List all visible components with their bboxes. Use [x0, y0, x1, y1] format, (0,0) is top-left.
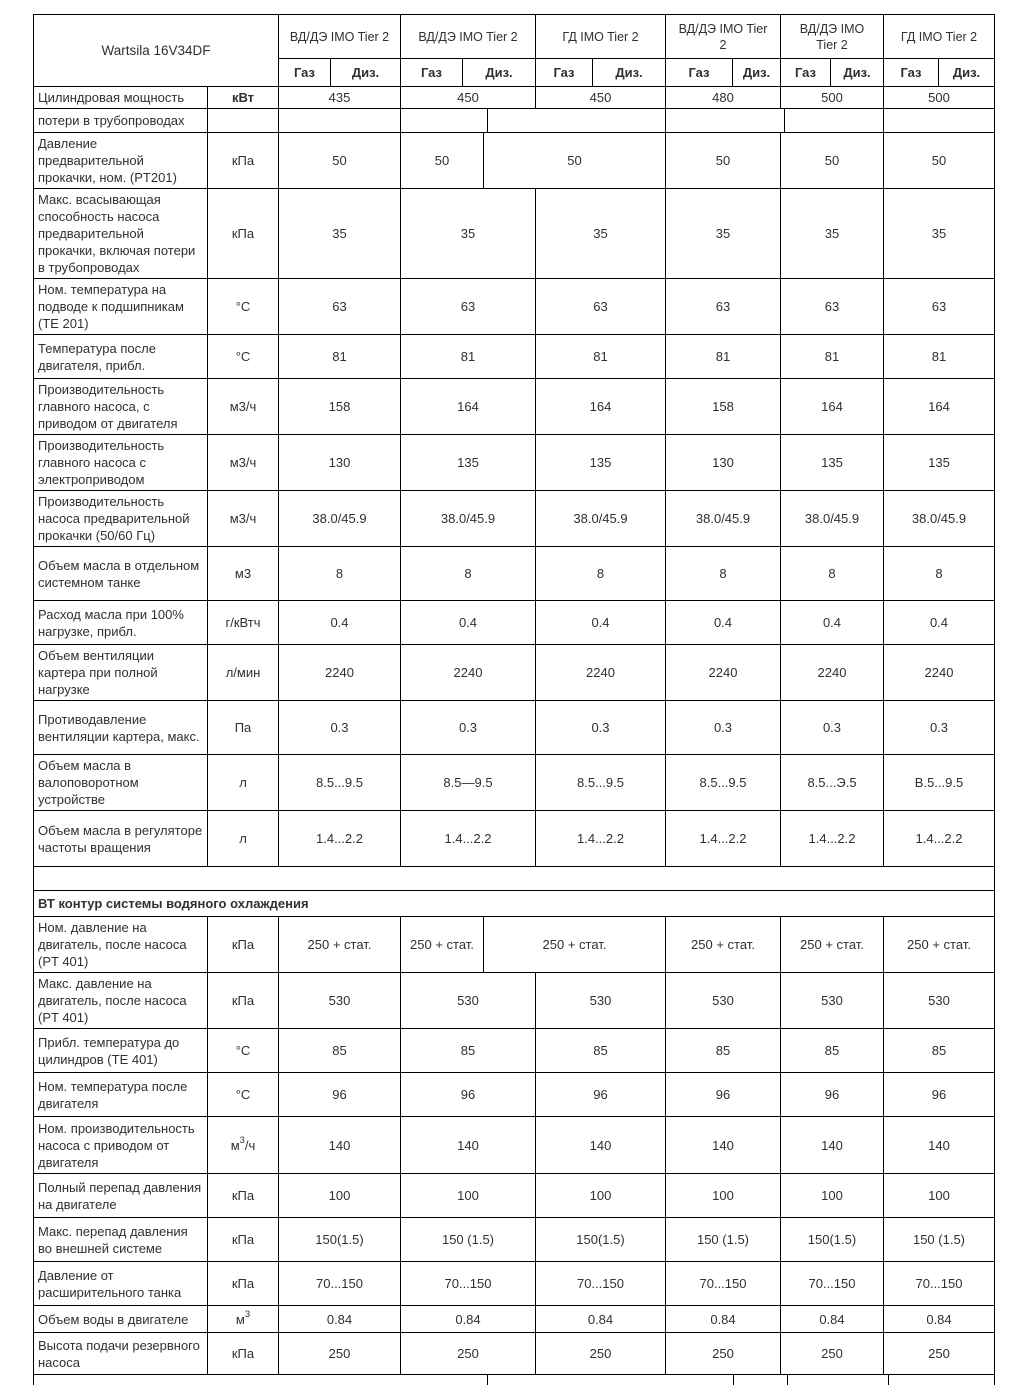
value-cell: 250 + стат.	[401, 917, 484, 973]
value-cell: 63	[666, 279, 781, 335]
spec-row	[34, 279, 994, 335]
row-label: Производительность главного насоса, с приводом от двигателя	[34, 379, 208, 435]
value-cell	[666, 109, 785, 133]
value-cell: 0.84	[884, 1306, 994, 1333]
value-cell: 100	[781, 1174, 884, 1218]
value-cell: 100	[884, 1174, 994, 1218]
spec-row	[34, 1174, 994, 1218]
value-cell: 0.84	[279, 1306, 401, 1333]
value-cell: 100	[666, 1174, 781, 1218]
fuel-type-header: Диз.	[331, 59, 401, 87]
spec-row	[34, 1262, 994, 1306]
spec-row	[34, 1073, 994, 1117]
value-cell: 250 + стат.	[484, 917, 666, 973]
row-unit: кПа	[208, 1262, 279, 1306]
row-unit: м3/ч	[208, 379, 279, 435]
value-cell: 35	[536, 189, 666, 279]
value-cell: 70...150	[279, 1262, 401, 1306]
corner-title: Wartsila 16V34DF	[34, 15, 279, 87]
value-cell: 35	[666, 189, 781, 279]
row-label: Полный перепад давления на двигателе	[34, 1174, 208, 1218]
value-cell: 81	[401, 335, 536, 379]
partial-cell	[734, 1375, 788, 1385]
spec-row	[34, 973, 994, 1029]
row-unit: кПа	[208, 973, 279, 1029]
fuel-type-header: Диз.	[939, 59, 994, 87]
value-cell: 164	[781, 379, 884, 435]
spec-row	[34, 1117, 994, 1174]
value-cell: 50	[666, 133, 781, 189]
value-cell: 0.4	[781, 601, 884, 645]
unit-sup: 3	[239, 1134, 245, 1146]
value-cell: 81	[666, 335, 781, 379]
row-unit: л/мин	[208, 645, 279, 701]
section-title: ВТ контур системы водяного охлаждения	[34, 891, 994, 917]
engine-config-header: ВД/ДЭ IMO Tier 2	[781, 15, 884, 59]
value-cell: 0.4	[666, 601, 781, 645]
value-cell: 8	[884, 547, 994, 601]
partial-cell	[488, 1375, 734, 1385]
value-cell: 85	[279, 1029, 401, 1073]
row-label: Производительность насоса предварительной прокачки (50/60 Гц)	[34, 491, 208, 547]
value-cell: 0.3	[666, 701, 781, 755]
value-cell: 0.4	[536, 601, 666, 645]
value-cell: 38.0/45.9	[279, 491, 401, 547]
value-cell: 0.3	[781, 701, 884, 755]
value-cell: 70...150	[536, 1262, 666, 1306]
spec-row	[34, 1029, 994, 1073]
value-cell: 8.5...9.5	[536, 755, 666, 811]
value-cell: 150 (1.5)	[401, 1218, 536, 1262]
value-cell: 85	[401, 1029, 536, 1073]
row-unit: л	[208, 811, 279, 867]
spec-row	[34, 491, 994, 547]
value-cell: 8.5...9.5	[279, 755, 401, 811]
value-cell: 38.0/45.9	[401, 491, 536, 547]
value-cell: 81	[279, 335, 401, 379]
value-cell: 2240	[279, 645, 401, 701]
row-unit	[208, 1117, 279, 1174]
unit-pre: м	[235, 1311, 245, 1327]
row-unit: Па	[208, 701, 279, 755]
value-cell: 2240	[536, 645, 666, 701]
fuel-type-row	[279, 59, 994, 87]
value-cell: 50	[781, 133, 884, 189]
fuel-type-header: Газ	[781, 59, 831, 87]
row-label: Объем воды в двигателе	[34, 1306, 208, 1333]
spec-row	[34, 335, 994, 379]
row-unit: м3	[208, 547, 279, 601]
value-cell: 250	[401, 1333, 536, 1375]
row-label: Объем масла в валоповоротном устройстве	[34, 755, 208, 811]
row-unit: кПа	[208, 1333, 279, 1375]
row-label: Давление от расширительного танка	[34, 1262, 208, 1306]
value-cell: 0.4	[401, 601, 536, 645]
value-cell: 250 + стат.	[279, 917, 401, 973]
value-cell: 63	[401, 279, 536, 335]
row-unit: м3/ч	[208, 435, 279, 491]
value-cell: 435	[279, 87, 401, 109]
row-label: Объем масла в регуляторе частоты вращения	[34, 811, 208, 867]
spec-row	[34, 601, 994, 645]
value-cell: 164	[884, 379, 994, 435]
value-cell: 150 (1.5)	[666, 1218, 781, 1262]
value-cell: 0.3	[401, 701, 536, 755]
row-label: Объем масла в отдельном системном танке	[34, 547, 208, 601]
row-unit: °С	[208, 279, 279, 335]
value-cell: 250 + стат.	[666, 917, 781, 973]
value-cell: 2240	[666, 645, 781, 701]
value-cell: 38.0/45.9	[536, 491, 666, 547]
value-cell: 530	[536, 973, 666, 1029]
value-cell: 63	[536, 279, 666, 335]
value-cell: 164	[401, 379, 536, 435]
value-cell: 140	[884, 1117, 994, 1174]
row-label: Ном. производительность насоса с приводом от двигателя	[34, 1117, 208, 1174]
row-label: Расход масла при 100% нагрузке, прибл.	[34, 601, 208, 645]
spec-row	[34, 109, 994, 133]
value-cell: 100	[279, 1174, 401, 1218]
row-unit: °С	[208, 1073, 279, 1117]
row-label: Прибл. температура до цилиндров (ТЕ 401)	[34, 1029, 208, 1073]
value-cell: 480	[666, 87, 781, 109]
value-cell: 150(1.5)	[536, 1218, 666, 1262]
row-label: потери в трубопроводах	[34, 109, 208, 133]
fuel-type-header: Диз.	[593, 59, 666, 87]
value-cell: 140	[666, 1117, 781, 1174]
value-cell: 250	[884, 1333, 994, 1375]
value-cell: 63	[884, 279, 994, 335]
value-cell: 500	[884, 87, 994, 109]
value-cell: 96	[536, 1073, 666, 1117]
value-cell: 130	[666, 435, 781, 491]
value-cell: 1.4...2.2	[401, 811, 536, 867]
value-cell: 100	[401, 1174, 536, 1218]
engine-config-header: ГД IMO Tier 2	[884, 15, 994, 59]
value-cell: 96	[401, 1073, 536, 1117]
row-unit: кПа	[208, 189, 279, 279]
value-cell: 35	[781, 189, 884, 279]
row-unit: м3/ч	[208, 491, 279, 547]
value-cell: 150(1.5)	[781, 1218, 884, 1262]
value-cell: 250	[781, 1333, 884, 1375]
spec-row	[34, 87, 994, 109]
value-cell: 81	[884, 335, 994, 379]
value-cell: 0.84	[666, 1306, 781, 1333]
fuel-type-header: Газ	[279, 59, 331, 87]
value-cell: 96	[884, 1073, 994, 1117]
value-cell: 0.3	[536, 701, 666, 755]
fuel-type-header: Газ	[536, 59, 593, 87]
row-label: Температура после двигателя, прибл.	[34, 335, 208, 379]
value-cell: 8.5...Э.5	[781, 755, 884, 811]
partial-cell	[889, 1375, 994, 1385]
value-cell: 70...150	[666, 1262, 781, 1306]
fuel-type-header: Газ	[666, 59, 733, 87]
spec-row	[34, 917, 994, 973]
value-cell: 0.84	[401, 1306, 536, 1333]
value-cell: 158	[666, 379, 781, 435]
value-cell: 130	[279, 435, 401, 491]
row-unit: кПа	[208, 1174, 279, 1218]
value-cell: 0.4	[279, 601, 401, 645]
value-cell: 530	[781, 973, 884, 1029]
value-cell: 8	[279, 547, 401, 601]
value-cell: 96	[666, 1073, 781, 1117]
value-cell: 96	[781, 1073, 884, 1117]
unit-sup: 3	[244, 1308, 251, 1320]
value-cell: 150 (1.5)	[884, 1218, 994, 1262]
value-cell	[488, 109, 666, 133]
engine-config-header: ВД/ДЭ IMO Tier 2	[279, 15, 401, 59]
value-cell: 250	[666, 1333, 781, 1375]
value-cell: В.5...9.5	[884, 755, 994, 811]
value-cell: 38.0/45.9	[781, 491, 884, 547]
value-cell: 8	[781, 547, 884, 601]
value-cell: 140	[401, 1117, 536, 1174]
fuel-type-header: Газ	[401, 59, 463, 87]
spec-row	[34, 133, 994, 189]
value-cell: 0.3	[279, 701, 401, 755]
value-cell	[884, 109, 994, 133]
row-label: Противодавление вентиляции картера, макс.	[34, 701, 208, 755]
row-unit	[208, 109, 279, 133]
row-unit: кПа	[208, 133, 279, 189]
value-cell: 450	[401, 87, 536, 109]
value-cell: 140	[536, 1117, 666, 1174]
value-cell: 96	[279, 1073, 401, 1117]
row-unit	[208, 1306, 279, 1333]
table-header	[34, 15, 994, 87]
row-unit: л	[208, 755, 279, 811]
value-cell: 0.84	[781, 1306, 884, 1333]
value-cell: 63	[781, 279, 884, 335]
value-cell: 450	[536, 87, 666, 109]
row-label: Макс. перепад давления во внешней системе	[34, 1218, 208, 1262]
value-cell: 0.3	[884, 701, 994, 755]
spec-row	[34, 811, 994, 867]
value-cell: 50	[484, 133, 666, 189]
engine-config-header: ВД/ДЭ IMO Tier 2	[666, 15, 781, 59]
value-cell: 158	[279, 379, 401, 435]
row-label: Объем вентиляции картера при полной нагрузке	[34, 645, 208, 701]
value-cell: 70...150	[781, 1262, 884, 1306]
value-cell: 150(1.5)	[279, 1218, 401, 1262]
value-cell: 530	[884, 973, 994, 1029]
value-cell: 530	[401, 973, 536, 1029]
spec-table	[33, 14, 995, 1385]
value-cell: 140	[781, 1117, 884, 1174]
fuel-type-header: Диз.	[463, 59, 536, 87]
partial-cell	[34, 1375, 488, 1385]
unit-pre: м	[230, 1137, 240, 1153]
value-cell: 50	[279, 133, 401, 189]
spec-row	[34, 1218, 994, 1262]
engine-config-header: ВД/ДЭ IMO Tier 2	[401, 15, 536, 59]
value-cell: 530	[279, 973, 401, 1029]
value-cell: 70...150	[884, 1262, 994, 1306]
value-cell: 50	[401, 133, 484, 189]
value-cell: 1.4...2.2	[884, 811, 994, 867]
spec-row	[34, 755, 994, 811]
value-cell: 135	[401, 435, 536, 491]
value-cell: 8	[666, 547, 781, 601]
value-cell: 250	[536, 1333, 666, 1375]
value-cell: 1.4...2.2	[666, 811, 781, 867]
value-cell	[279, 109, 401, 133]
row-label: Ном. температура на подводе к подшипникам (ТЕ 201)	[34, 279, 208, 335]
value-cell: 8.5—9.5	[401, 755, 536, 811]
value-cell: 70...150	[401, 1262, 536, 1306]
value-cell: 1.4...2.2	[781, 811, 884, 867]
row-label: Макс. всасывающая способность насоса предварительной прокачки, включая потери в трубопроводах	[34, 189, 208, 279]
value-cell: 8.5...9.5	[666, 755, 781, 811]
row-label: Производительность главного насоса с электроприводом	[34, 435, 208, 491]
value-cell: 38.0/45.9	[666, 491, 781, 547]
value-cell: 35	[401, 189, 536, 279]
value-cell: 81	[536, 335, 666, 379]
spec-row	[34, 379, 994, 435]
spec-row	[34, 1306, 994, 1333]
value-cell: 85	[781, 1029, 884, 1073]
row-unit: кПа	[208, 1218, 279, 1262]
value-cell: 63	[279, 279, 401, 335]
row-unit: кПа	[208, 917, 279, 973]
value-cell: 50	[884, 133, 994, 189]
value-cell: 35	[884, 189, 994, 279]
value-cell: 250	[279, 1333, 401, 1375]
value-cell: 8	[536, 547, 666, 601]
value-cell: 250 + стат.	[884, 917, 994, 973]
row-label: Ном. давление на двигатель, после насоса (PT 401)	[34, 917, 208, 973]
value-cell: 85	[884, 1029, 994, 1073]
row-label: Давление предварительной прокачки, ном. (PT201)	[34, 133, 208, 189]
partial-cell	[788, 1375, 889, 1385]
value-cell	[401, 109, 488, 133]
value-cell: 35	[279, 189, 401, 279]
row-label: Макс. давление на двигатель, после насоса (PT 401)	[34, 973, 208, 1029]
fuel-type-header: Диз.	[733, 59, 781, 87]
partial-row	[34, 1375, 994, 1385]
table-body	[34, 87, 994, 1385]
value-cell: 0.4	[884, 601, 994, 645]
row-label: Высота подачи резервного насоса	[34, 1333, 208, 1375]
value-cell	[785, 109, 884, 133]
fuel-type-header: Диз.	[831, 59, 884, 87]
column-groups	[279, 15, 994, 87]
row-unit: °С	[208, 1029, 279, 1073]
value-cell: 38.0/45.9	[884, 491, 994, 547]
value-cell: 250 + стат.	[781, 917, 884, 973]
value-cell: 2240	[884, 645, 994, 701]
value-cell: 81	[781, 335, 884, 379]
engine-config-row	[279, 15, 994, 59]
row-label: Ном. температура после двигателя	[34, 1073, 208, 1117]
spec-row	[34, 1333, 994, 1375]
value-cell: 8	[401, 547, 536, 601]
value-cell: 100	[536, 1174, 666, 1218]
value-cell: 0.84	[536, 1306, 666, 1333]
fuel-type-header: Газ	[884, 59, 939, 87]
spec-row	[34, 701, 994, 755]
row-label: Цилиндровая мощность	[34, 87, 208, 109]
value-cell: 1.4...2.2	[536, 811, 666, 867]
spec-row	[34, 645, 994, 701]
spec-row	[34, 189, 994, 279]
value-cell: 530	[666, 973, 781, 1029]
spec-row	[34, 547, 994, 601]
value-cell: 500	[781, 87, 884, 109]
value-cell: 140	[279, 1117, 401, 1174]
value-cell: 135	[781, 435, 884, 491]
value-cell: 2240	[401, 645, 536, 701]
value-cell: 135	[536, 435, 666, 491]
engine-config-header: ГД IMO Tier 2	[536, 15, 666, 59]
spec-row	[34, 435, 994, 491]
value-cell: 1.4...2.2	[279, 811, 401, 867]
value-cell: 85	[536, 1029, 666, 1073]
value-cell: 164	[536, 379, 666, 435]
value-cell: 2240	[781, 645, 884, 701]
row-unit: °С	[208, 335, 279, 379]
value-cell: 135	[884, 435, 994, 491]
value-cell: 85	[666, 1029, 781, 1073]
row-unit: кВт	[208, 87, 279, 109]
row-unit: г/кВтч	[208, 601, 279, 645]
unit-post: /ч	[244, 1137, 256, 1153]
spacer-row	[34, 867, 994, 891]
